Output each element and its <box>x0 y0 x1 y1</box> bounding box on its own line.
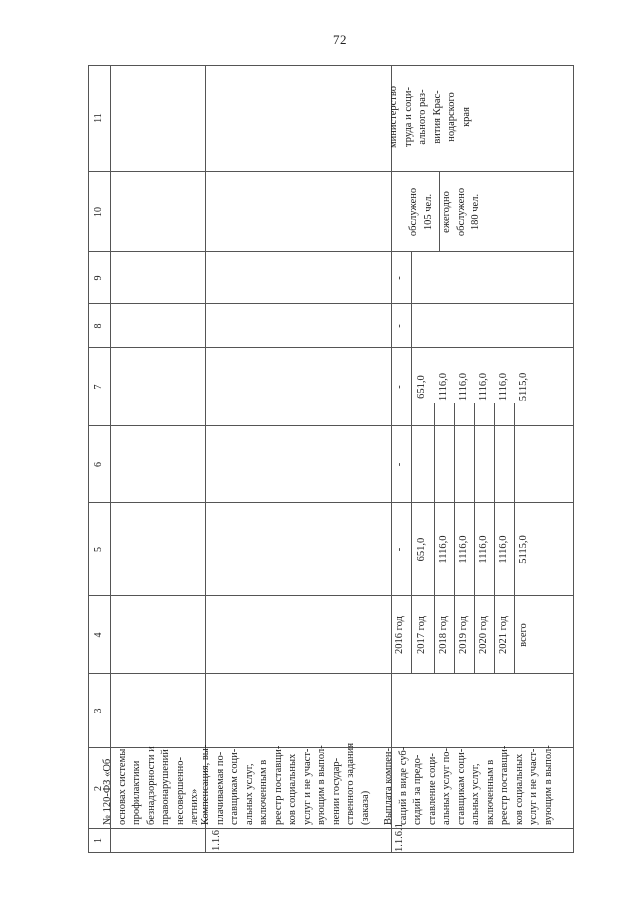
funding-total-value: 1116,0 <box>458 535 469 564</box>
page-number: 72 <box>333 32 347 47</box>
row-divider <box>391 66 392 852</box>
row-divider <box>205 66 206 852</box>
year-label: 2016 год <box>394 616 405 654</box>
year-label: 2018 год <box>438 616 449 654</box>
column-divider <box>89 303 573 304</box>
column-header: 2 <box>93 786 105 791</box>
year-label: 2021 год <box>498 616 509 654</box>
funding-total-value: 1116,0 <box>498 535 509 564</box>
funding-total-value: - <box>394 547 405 552</box>
column-header: 8 <box>93 323 105 329</box>
year-row-divider <box>474 403 475 674</box>
year-label: 2017 год <box>416 616 427 654</box>
funding-total-value: 5115,0 <box>518 535 529 564</box>
year-row-divider <box>454 403 455 674</box>
column-header: 1 <box>93 838 105 843</box>
row-code: 1.1.6.1 <box>394 823 405 852</box>
measure-description: Выплата компен- саций в виде суб- сидий за предо- ставление соци- альных услуг по- ставщикам соци- альных услуг, включенным в реестр поставщи- ков социальных услуг и не участ- вующим в выпол- <box>383 745 554 825</box>
regional-budget-value: 5115,0 <box>518 372 529 402</box>
year-row-divider <box>514 403 515 674</box>
responsible-executor: министерство труда и соци- ального раз- вития Крас- нодарского края <box>388 85 472 149</box>
year-row-divider <box>411 252 412 674</box>
funding-total-value: 651,0 <box>416 537 427 562</box>
local-budget-value: - <box>394 324 405 328</box>
column-divider <box>89 828 573 829</box>
row-continuation-text: № 120-ФЗ «Об основах системы профилактики безнадзорности и правонарушений несовершенно- летних» <box>102 746 200 825</box>
regional-budget-value: 1116,0 <box>478 372 489 402</box>
extra-budget-value: - <box>394 276 405 280</box>
column-header: 6 <box>93 462 105 467</box>
column-divider <box>89 251 573 252</box>
rotated-table-wrapper <box>88 65 574 853</box>
measure-description: Компенсация, вы- плачиваемая по- ставщикам соци- альных услуг, включенным в реестр поставщи- ков социальных услуг и не участ- вующим в выпол- нении государ- ственного задания (заказа) <box>200 742 371 825</box>
program-table <box>88 65 574 853</box>
header-divider <box>110 66 111 852</box>
regional-budget-value: 1116,0 <box>438 372 449 402</box>
column-header: 9 <box>93 275 105 281</box>
column-divider <box>89 171 573 172</box>
regional-budget-value: 1116,0 <box>498 372 509 402</box>
funding-total-value: 1116,0 <box>438 535 449 564</box>
row-code: 1.1.6 <box>211 830 222 851</box>
column-header: 4 <box>93 632 105 638</box>
result-annual: ежегодно обслужено 180 чел. <box>441 187 481 237</box>
column-header: 5 <box>93 547 105 552</box>
funding-total-value: 1116,0 <box>478 535 489 564</box>
federal-budget-value: - <box>394 462 405 467</box>
regional-budget-value: - <box>394 385 405 389</box>
result-2017: обслужено 105 чел. <box>408 187 434 237</box>
year-row-divider <box>494 403 495 674</box>
year-label: всего <box>518 623 529 647</box>
column-header: 10 <box>93 207 105 217</box>
year-label: 2019 год <box>458 616 469 654</box>
column-header: 3 <box>93 708 105 714</box>
year-label: 2020 год <box>478 616 489 654</box>
regional-budget-value: 651,0 <box>416 375 427 399</box>
column-header: 7 <box>93 384 105 390</box>
column-header: 11 <box>93 113 105 123</box>
year-row-divider <box>434 403 435 674</box>
regional-budget-value: 1116,0 <box>458 372 469 402</box>
